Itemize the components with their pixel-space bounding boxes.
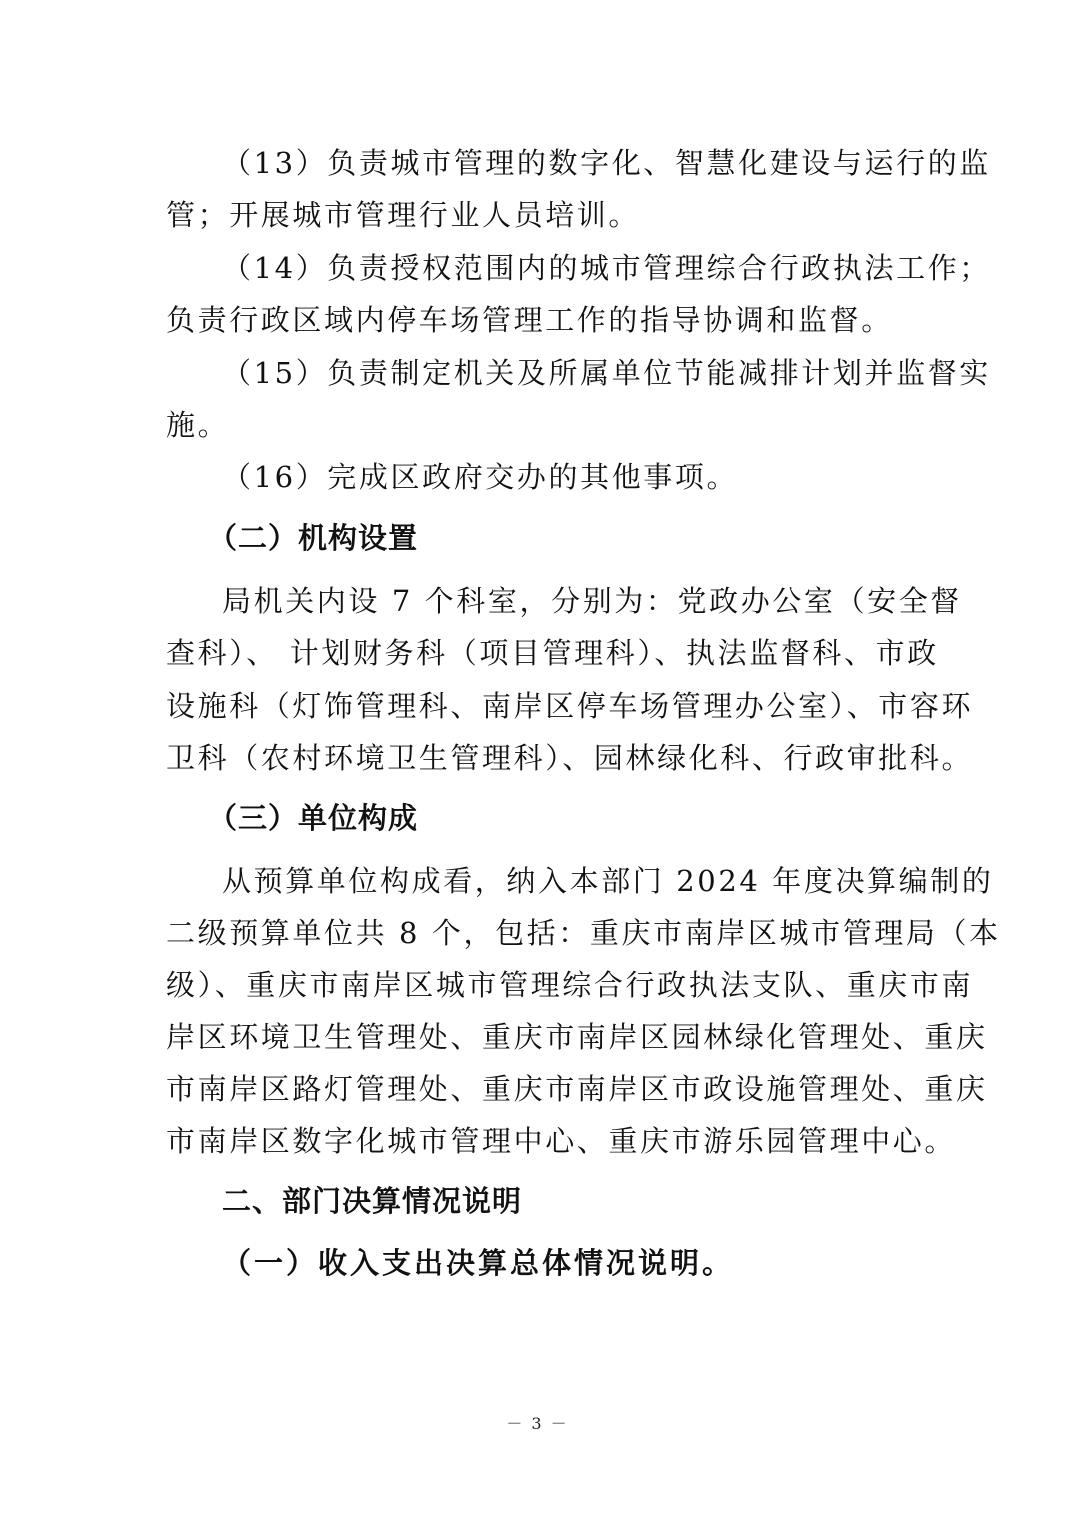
section-heading-unit-composition: （三）单位构成 (208, 801, 419, 835)
paragraph-16-line-1: （16）完成区政府交办的其他事项。 (222, 460, 739, 494)
paragraph-14-line-2: 负责行政区域内停车场管理工作的指导协调和监督。 (166, 303, 893, 337)
paragraph-13-line-2: 管；开展城市管理行业人员培训。 (166, 198, 641, 232)
paragraph-13-line-1: （13）负责城市管理的数字化、智慧化建设与运行的监 (222, 146, 991, 180)
part-heading-department-final-accounts: 二、部门决算情况说明 (222, 1184, 523, 1218)
units-paragraph-line-2: 二级预算单位共 8 个，包括：重庆市南岸区城市管理局（本 (166, 916, 1001, 950)
subsection-heading-income-expenditure: （一）收入支出决算总体情况说明。 (222, 1246, 735, 1280)
paragraph-14-line-1: （14）负责授权范围内的城市管理综合行政执法工作； (222, 251, 991, 285)
units-paragraph-line-6: 市南岸区数字化城市管理中心、重庆市游乐园管理中心。 (166, 1124, 957, 1158)
units-paragraph-line-5: 市南岸区路灯管理处、重庆市南岸区市政设施管理处、重庆 (166, 1072, 988, 1106)
org-paragraph-line-2: 查科）、 计划财务科（项目管理科）、执法监督科、市政 (166, 636, 939, 670)
units-paragraph-line-3: 级）、重庆市南岸区城市管理综合行政执法支队、重庆市南 (166, 968, 974, 1002)
paragraph-15-line-2: 施。 (166, 408, 230, 442)
units-paragraph-line-4: 岸区环境卫生管理处、重庆市南岸区园林绿化管理处、重庆 (166, 1020, 988, 1054)
paragraph-15-line-1: （15）负责制定机关及所属单位节能减排计划并监督实 (222, 356, 991, 390)
units-paragraph-line-1: 从预算单位构成看，纳入本部门 2024 年度决算编制的 (222, 864, 994, 898)
section-heading-org-structure: （二）机构设置 (208, 521, 419, 555)
page-number: － 3 － (506, 1414, 569, 1433)
org-paragraph-line-4: 卫科（农村环境卫生管理科）、园林绿化科、行政审批科。 (166, 741, 974, 775)
org-paragraph-line-1: 局机关内设 7 个科室，分别为：党政办公室（安全督 (222, 584, 962, 618)
org-paragraph-line-3: 设施科（灯饰管理科、南岸区停车场管理办公室）、市容环 (166, 689, 974, 723)
